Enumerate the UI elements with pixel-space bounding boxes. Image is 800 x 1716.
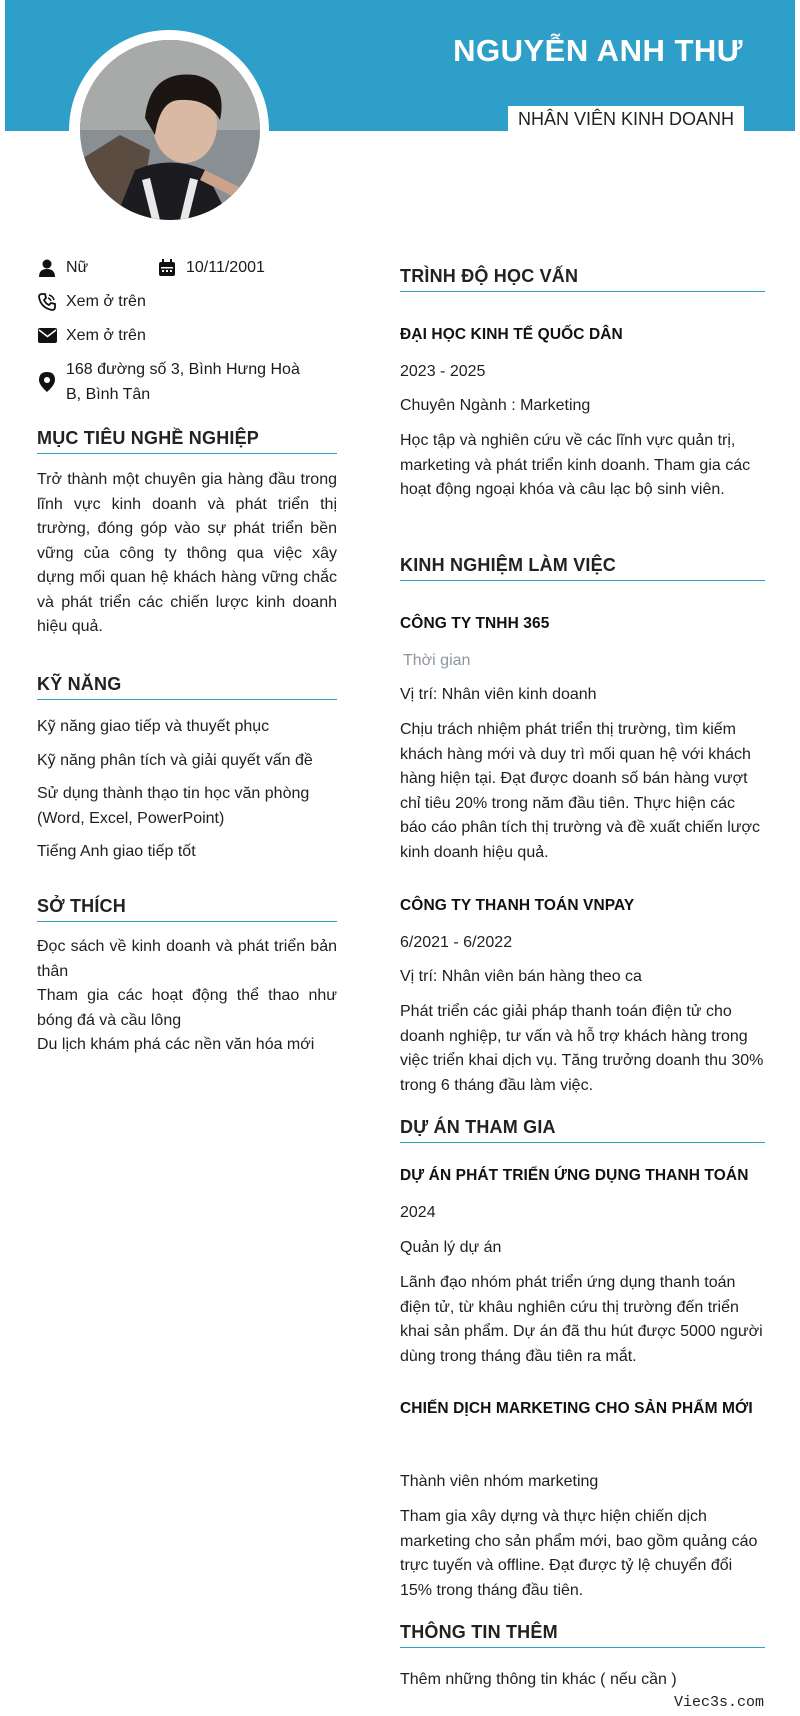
contact-phone (37, 289, 146, 314)
job-company: CÔNG TY TNHH 365 (400, 615, 550, 632)
watermark: Viec3s.com (673, 1694, 764, 1711)
skills-heading: KỸ NĂNG (37, 674, 337, 700)
job-position: Vị trí: Nhân viên kinh doanh (400, 686, 597, 703)
hobby-item: Đọc sách về kinh doanh và phát triển bản thân (37, 938, 337, 980)
user-icon (37, 255, 57, 280)
job-title: NHÂN VIÊN KINH DOANH (508, 106, 744, 131)
contact-gender (37, 255, 88, 280)
phone-value: Xem ở trên (66, 293, 146, 310)
job-company: CÔNG TY THANH TOÁN VNPAY (400, 897, 635, 914)
projects-heading: DỰ ÁN THAM GIA (400, 1117, 765, 1143)
hobby-item: Du lịch khám phá các nền văn hóa mới (37, 1036, 315, 1053)
map-pin-icon (37, 357, 57, 407)
objective-heading: MỤC TIÊU NGHỀ NGHIỆP (37, 428, 337, 454)
job-position: Vị trí: Nhân viên bán hàng theo ca (400, 968, 642, 985)
skill-item: Sử dụng thành thạo tin học văn phòng (Word, Excel, PowerPoint) (37, 785, 310, 827)
project-role: Quản lý dự án (400, 1239, 502, 1256)
skill-item: Kỹ năng phân tích và giải quyết vấn đề (37, 751, 313, 769)
project-name: DỰ ÁN PHÁT TRIỂN ỨNG DỤNG THANH TOÁN (400, 1167, 749, 1184)
job-description: Chịu trách nhiệm phát triển thị trường, tìm kiếm khách hàng mới và duy trì mối quan hệ với khách hàng hiện tại. Đạt được doanh số bán hàng vượt chỉ tiêu 20% trong năm đầu tiên. Thực hiện các báo cáo phân tích thị trường và đề xuất chiến lược kinh doanh hiệu quả. (400, 721, 760, 861)
skill-item: Tiếng Anh giao tiếp tốt (37, 843, 196, 860)
project-description: Lãnh đạo nhóm phát triển ứng dụng thanh toán điện tử, từ khâu nghiên cứu thị trường đến triển khai sản phẩm. Dự án đã thu hút được 5000 người dùng trong tháng đầu tiên ra mắt. (400, 1274, 763, 1365)
hobbies-section (37, 896, 337, 1058)
phone-icon (37, 289, 57, 314)
contact-birthday (157, 255, 265, 280)
experience-heading: KINH NGHIỆM LÀM VIỆC (400, 555, 765, 581)
envelope-icon (37, 323, 57, 348)
project-role: Thành viên nhóm marketing (400, 1473, 599, 1490)
education-period: 2023 - 2025 (400, 363, 486, 380)
email-value: Xem ở trên (66, 327, 146, 344)
project-period: 2024 (400, 1204, 436, 1221)
objective-text: Trở thành một chuyên gia hàng đầu trong lĩnh vực kinh doanh và phát triển thị trường, đóng góp vào sự phát triển bền vững của công ty thông qua việc xây dựng mối quan hệ khách hàng vững chắc và phát triển các chiến lược kinh doanh hiệu quả. (37, 471, 337, 635)
birthday-value: 10/11/2001 (186, 259, 265, 276)
education-major: Chuyên Ngành : Marketing (400, 397, 591, 414)
address-value: 168 đường số 3, Bình Hưng Hoà B, Bình Tân (66, 361, 300, 403)
avatar (80, 40, 260, 220)
education-school: ĐẠI HỌC KINH TẾ QUỐC DÂN (400, 326, 623, 343)
education-description: Học tập và nghiên cứu về các lĩnh vực quản trị, marketing và phát triển kinh doanh. Tham gia các hoạt động ngoại khóa và câu lạc bộ sinh viên. (400, 432, 751, 498)
hobby-item: Tham gia các hoạt động thể thao như bóng đá và cầu lông (37, 987, 337, 1029)
additional-heading: THÔNG TIN THÊM (400, 1622, 765, 1648)
additional-text: Thêm những thông tin khác ( nếu cần ) (400, 1671, 677, 1688)
gender-value: Nữ (66, 259, 89, 276)
skill-item: Kỹ năng giao tiếp và thuyết phục (37, 718, 270, 735)
experience-heading-wrap (400, 555, 765, 581)
contact-address (37, 357, 327, 407)
objective-section (37, 428, 337, 640)
hobbies-heading: SỞ THÍCH (37, 896, 337, 922)
education-heading-wrap (400, 266, 765, 292)
projects-heading-wrap (400, 1117, 765, 1143)
calendar-icon (157, 255, 177, 280)
job-period: 6/2021 - 6/2022 (400, 934, 513, 951)
job-period: Thời gian (403, 652, 471, 669)
education-heading: TRÌNH ĐỘ HỌC VẤN (400, 266, 765, 292)
project-description: Tham gia xây dựng và thực hiện chiến dịch marketing cho sản phẩm mới, bao gồm quảng cáo trực tuyến và offline. Đạt được tỷ lệ chuyển đổi 15% trong tháng đầu tiên. (400, 1508, 758, 1599)
job-description: Phát triển các giải pháp thanh toán điện tử cho doanh nghiệp, tư vấn và hỗ trợ khách hàng trong việc triển khai dịch vụ. Tăng trưởng doanh thu 30% trong 6 tháng đầu làm việc. (400, 1003, 764, 1094)
contact-email (37, 323, 146, 348)
project-name: CHIẾN DỊCH MARKETING CHO SẢN PHẨM MỚI (400, 1400, 753, 1417)
additional-heading-wrap (400, 1622, 765, 1648)
candidate-name: NGUYỄN ANH THƯ (453, 33, 743, 68)
skills-section (37, 674, 337, 865)
